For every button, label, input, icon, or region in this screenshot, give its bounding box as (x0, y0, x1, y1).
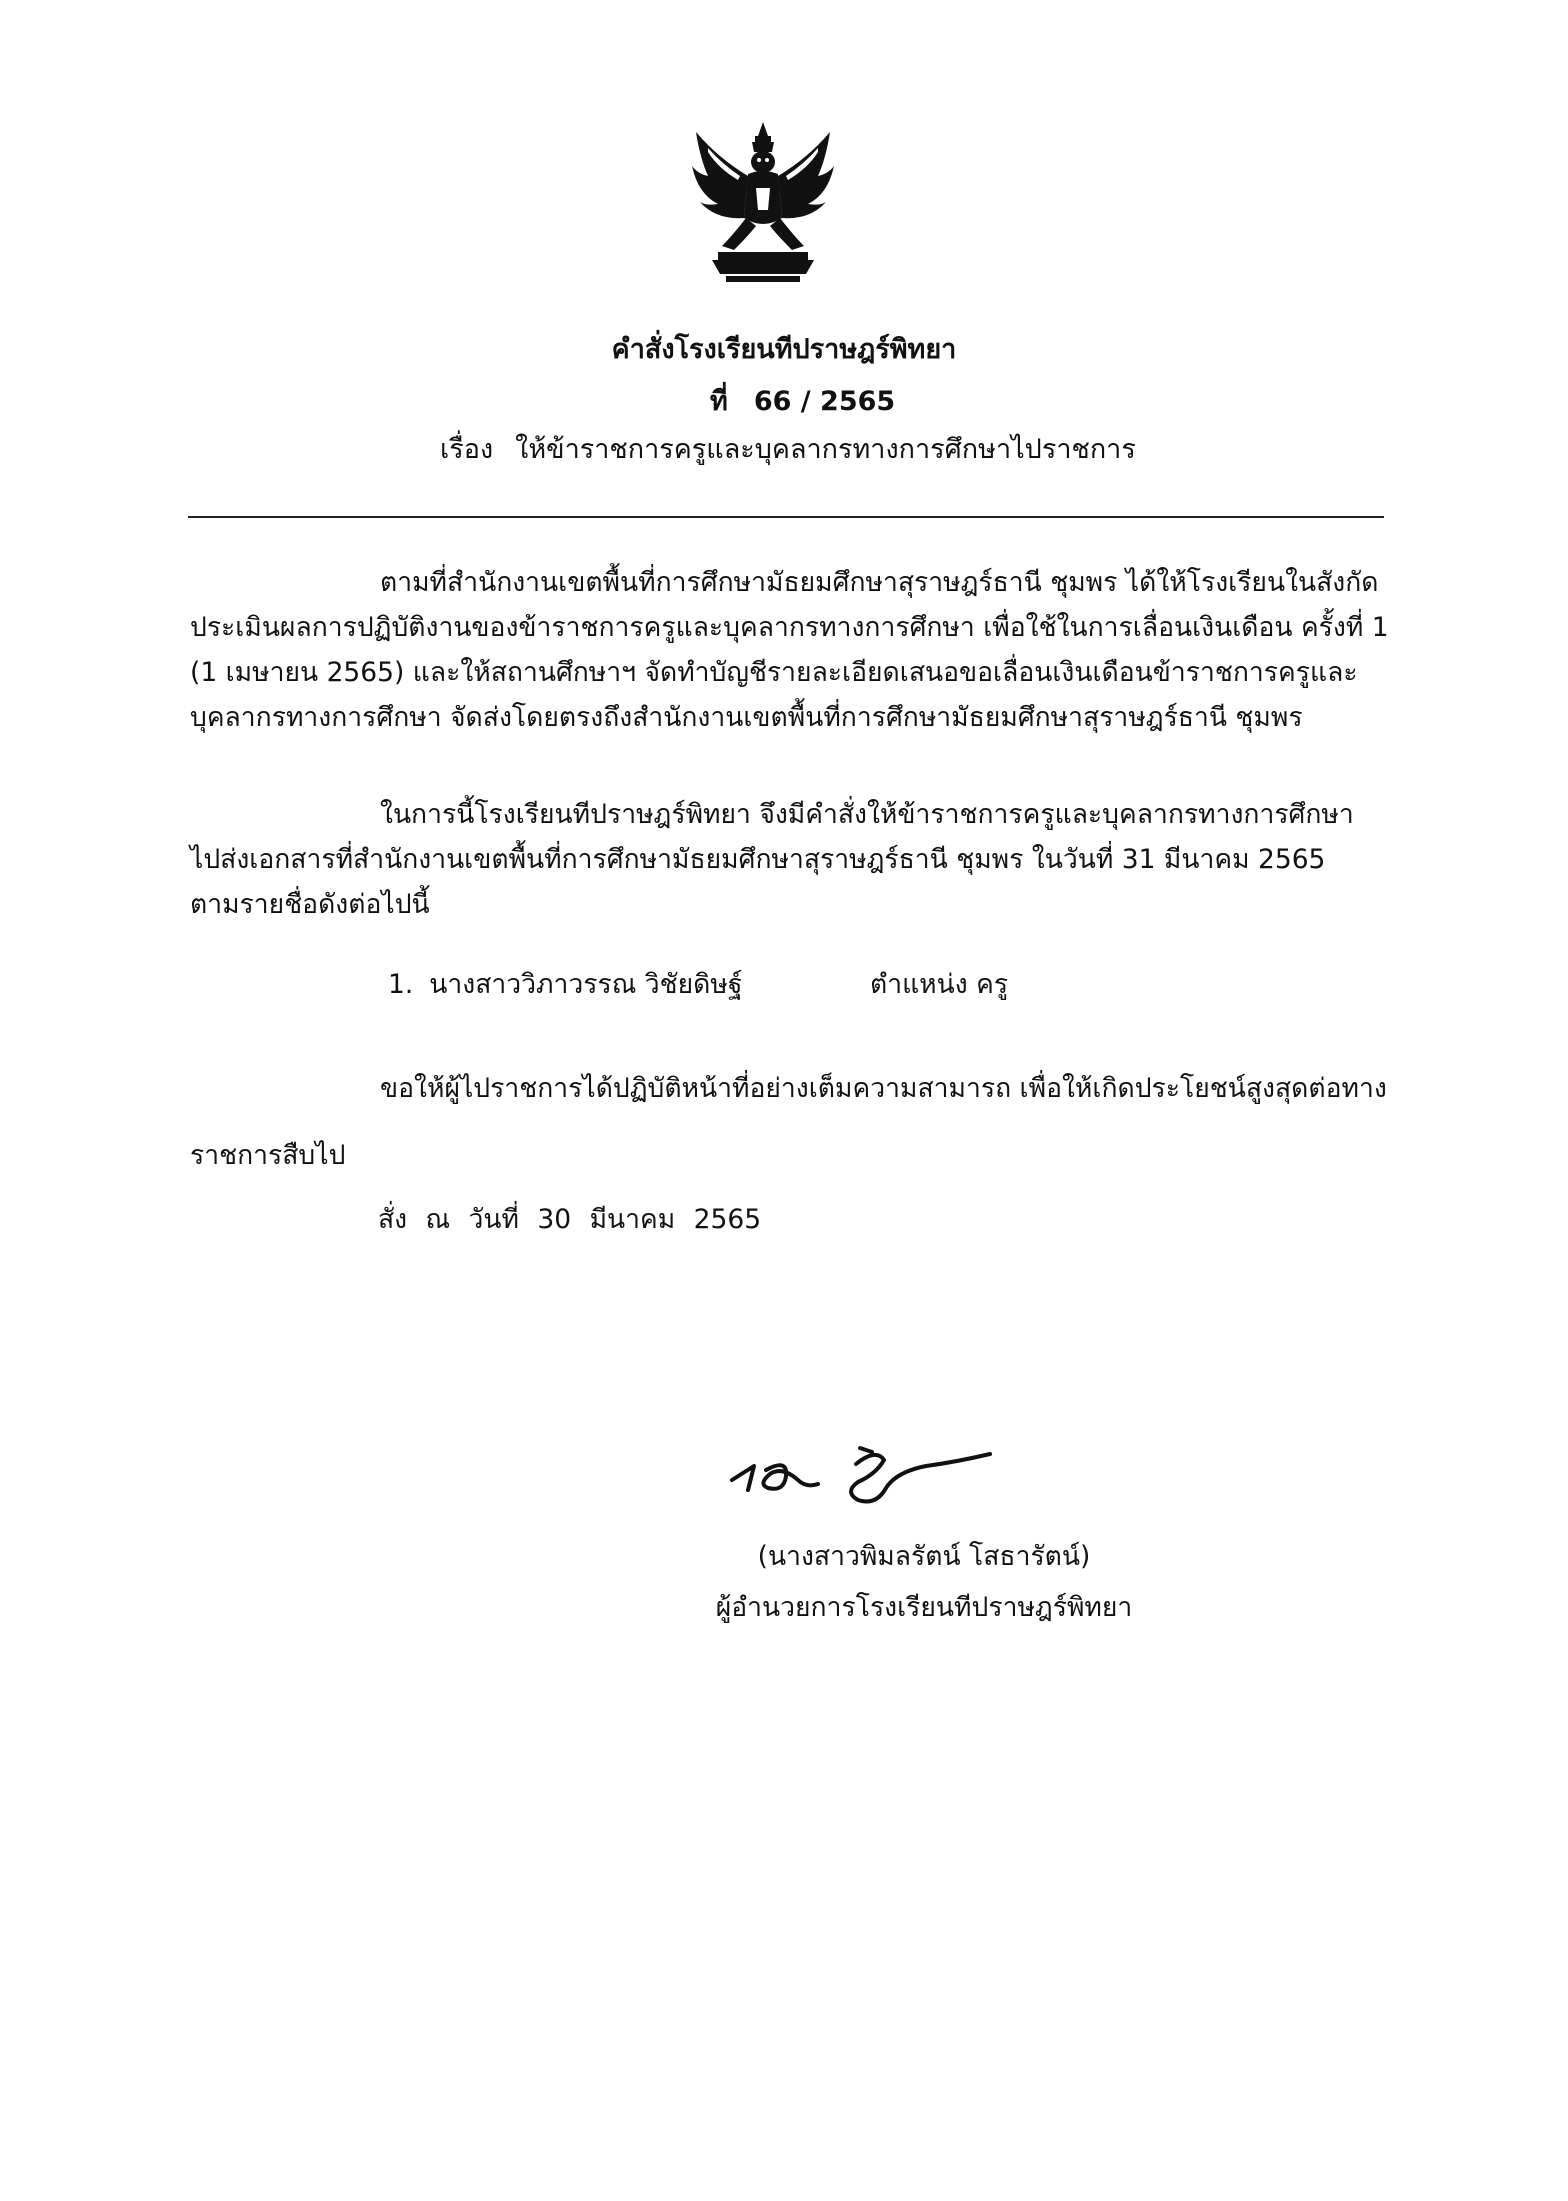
handwritten-signature (726, 1440, 996, 1510)
signatory-position: ผู้อำนวยการโรงเรียนทีปราษฎร์พิทยา (715, 1592, 1133, 1623)
order-number (710, 382, 895, 422)
paragraph-2 (190, 792, 1382, 927)
garuda-emblem-icon (688, 118, 838, 288)
paragraph-1-line-3: (1 เมษายน 2565) และให้สถานศึกษาฯ จัดทำบัญชีรายละเอียดเสนอขอเลื่อนเงินเดือนข้าราชการครูและ (190, 657, 1358, 688)
document-title: คำสั่งโรงเรียนทีปราษฎร์พิทยา (611, 334, 957, 365)
signatory-name: (นางสาวพิมลรัตน์ โสธารัตน์) (757, 1541, 1091, 1572)
paragraph-1-line-2: ประเมินผลการปฏิบัติงานของข้าราชการครูและบุคลากรทางการศึกษา เพื่อใช้ในการเลื่อนเงินเดือน ครั้งที่ 1 (190, 612, 1389, 643)
paragraph-3-line-1: ขอให้ผู้ไปราชการได้ปฏิบัติหน้าที่อย่างเต็มความสามารถ เพื่อให้เกิดประโยชน์สูงสุดต่อทาง (380, 1073, 1387, 1104)
paragraph-1 (190, 560, 1389, 740)
paragraph-2-line-3: ตามรายชื่อดังต่อไปนี้ (190, 889, 430, 920)
list-item-number: 1. (388, 969, 414, 1000)
paragraph-2-line-2: ไปส่งเอกสารที่สำนักงานเขตพื้นที่การศึกษามัธยมศึกษาสุราษฎร์ธานี ชุมพร ในวันที่ 31 มีนาคม 2565 (190, 844, 1326, 875)
paragraph-2-line-1: ในการนี้โรงเรียนทีปราษฎร์พิทยา จึงมีคำสั่งให้ข้าราชการครูและบุคลากรทางการศึกษา (380, 799, 1354, 830)
paragraph-3 (190, 1066, 1387, 1178)
paragraph-1-line-1: ตามที่สำนักงานเขตพื้นที่การศึกษามัธยมศึกษาสุราษฎร์ธานี ชุมพร ได้ให้โรงเรียนในสังกัด (380, 567, 1379, 598)
subject-label: เรื่อง (440, 434, 494, 465)
list-item (388, 965, 1009, 1005)
list-item-name: นางสาววิภาวรรณ วิชัยดิษฐ์ (429, 969, 743, 1000)
order-number-label: ที่ (710, 386, 728, 417)
subject-value: ให้ข้าราชการครูและบุคลากรทางการศึกษาไปราชการ (515, 434, 1136, 465)
order-date: สั่ง ณ วันที่ 30 มีนาคม 2565 (378, 1204, 762, 1235)
order-subject (440, 430, 1136, 470)
order-number-value: 66 / 2565 (753, 386, 896, 417)
paragraph-1-line-4: บุคลากรทางการศึกษา จัดส่งโดยตรงถึงสำนักงานเขตพื้นที่การศึกษามัธยมศึกษาสุราษฎร์ธานี ชุมพร (190, 702, 1303, 733)
list-item-position: ตำแหน่ง ครู (870, 969, 1009, 1000)
paragraph-3-line-2: ราชการสืบไป (190, 1140, 346, 1171)
header-divider (188, 516, 1384, 518)
